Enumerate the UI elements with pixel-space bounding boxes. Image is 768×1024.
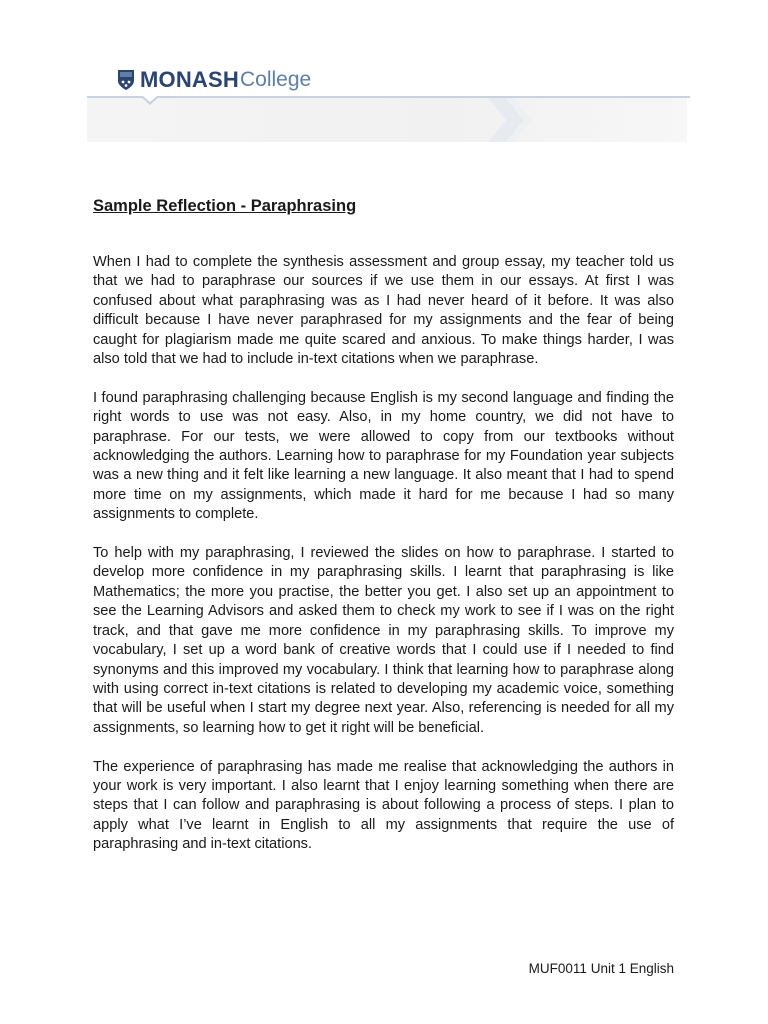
- logo-text-secondary: College: [239, 68, 312, 91]
- document-body: [93, 253, 674, 874]
- monash-college-logo: [117, 68, 311, 92]
- paragraph: The experience of paraphrasing has made me realise that acknowledging the authors in your work is very important. I also learnt that I enjoy learning something when there are steps that I can follow and paraphrasing is about following a process of steps. I plan to apply what I’ve learnt in English to all my assignments that require the use of paraphrasing and in-text citations.: [93, 758, 674, 853]
- header-chevron-icon: [480, 98, 540, 142]
- header-band: [87, 98, 687, 142]
- paragraph: When I had to complete the synthesis assessment and group essay, my teacher told us that we had to paraphrase our sources if we use them in our essays. At first I was confused about what paraphrasing was as I had never heard of it before. It was also difficult because I have never paraphrased for my assignments and the fear of being caught for plagiarism made me quite scared and anxious. To make things harder, I was also told that we had to include in-text citations when we paraphrase.: [93, 254, 674, 368]
- paragraph: To help with my paraphrasing, I reviewed the slides on how to paraphrase. I started to develop more confidence in my paraphrasing skills. I learnt that paraphrasing is like Mathematics; the more you practise, the better you get. I also set up an appointment to see the Learning Advisors and asked them to check my work to see if I was on the right track, and that gave me more confidence in my paraphrasing skills. To improve my vocabulary, I set up a word bank of creative words that I could use if I needed to find synonyms and this improved my vocabulary. I think that learning how to paraphrase along with using correct in-text citations is related to developing my academic voice, something that will be useful when I start my degree next year. Also, referencing is needed for all my assignments, so learning how to get it right will be beneficial.: [93, 545, 674, 736]
- page-footer: MUF0011 Unit 1 English: [528, 961, 674, 976]
- header-divider: [87, 96, 690, 98]
- logo-text-primary: MONASH: [140, 67, 239, 92]
- shield-icon: [117, 69, 135, 91]
- paragraph: I found paraphrasing challenging because English is my second language and finding the right words to use was not easy. Also, in my home country, we did not have to paraphrase. For our tests, we were allowed to copy from our textbooks without acknowledging the authors. Learning how to paraphrase for my Foundation year subjects was a new thing and it felt like learning a new language. It also meant that I had to spend more time on my assignments, which made it hard for me because I had so many assignments to complete.: [93, 389, 674, 523]
- document-title: Sample Reflection - Paraphrasing: [93, 197, 357, 215]
